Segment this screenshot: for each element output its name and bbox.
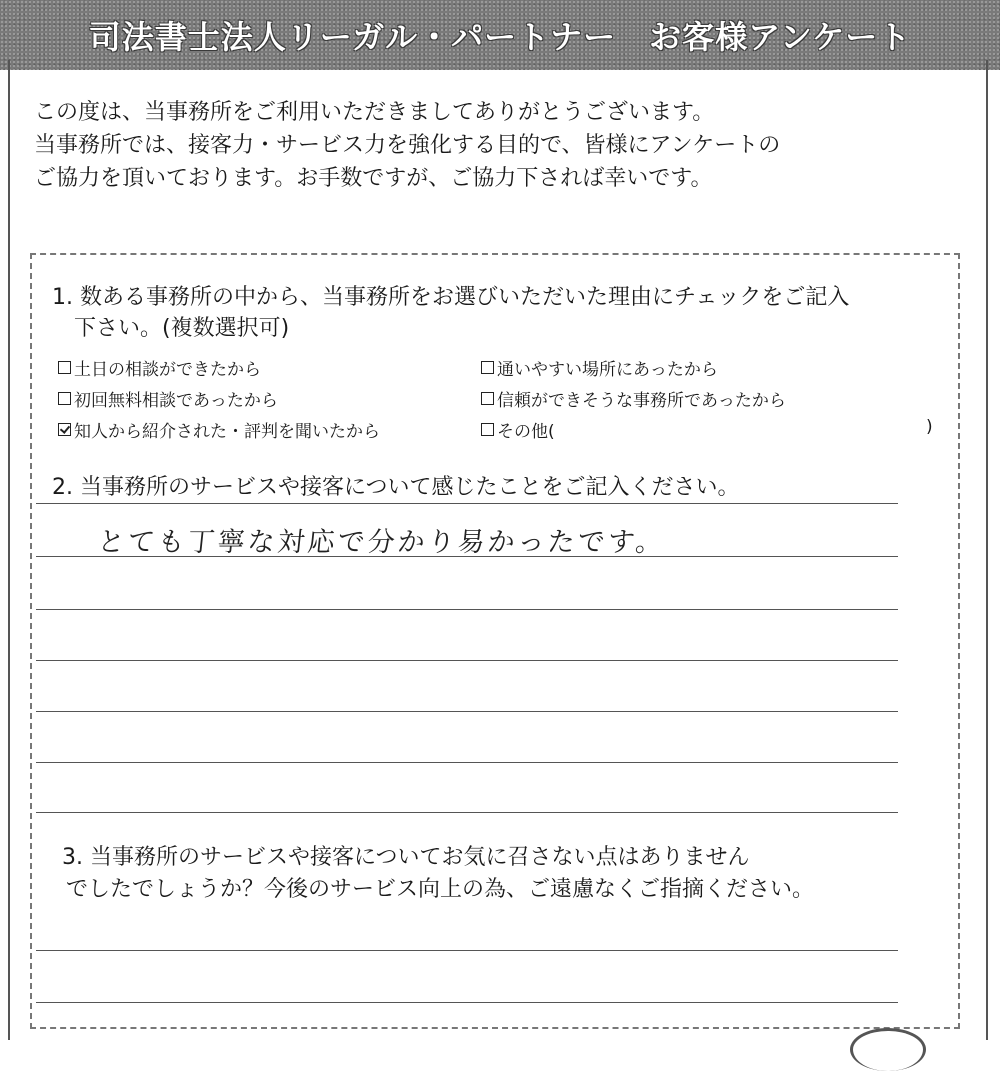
answer-line — [36, 812, 898, 813]
question-2-answer: とても丁寧な対応で分かり易かったです。 — [96, 527, 668, 558]
checked-checkbox-icon[interactable] — [58, 423, 71, 436]
option-label: 信頼ができそうな事務所であったから — [497, 391, 786, 411]
checkbox-icon[interactable] — [58, 392, 71, 405]
option-weekend-consult[interactable] — [58, 355, 261, 380]
answer-line — [36, 950, 898, 951]
question-1-line: 下さい。(複数選択可) — [74, 316, 290, 341]
option-label: 知人から紹介された・評判を聞いたから — [74, 422, 380, 442]
option-label: 初回無料相談であったから — [74, 391, 278, 411]
answer-line — [36, 711, 898, 712]
option-free-first-consult[interactable] — [58, 386, 278, 411]
option-label: その他( — [497, 422, 555, 442]
question-1-options — [58, 355, 948, 448]
answer-line — [36, 1002, 898, 1003]
question-3-line: 3. 当事務所のサービスや接客についてお気に召さない点はありません — [62, 845, 750, 870]
intro-line: 当事務所では、接客力・サービス力を強化する目的で、皆様にアンケートの — [34, 133, 781, 158]
stamp-edge — [850, 1028, 926, 1071]
question-1-line: 1. 数ある事務所の中から、当事務所をお選びいただいた理由にチェックをご記入 — [52, 285, 850, 310]
intro-line: ご協力を頂いております。お手数ですが、ご協力下されば幸いです。 — [34, 166, 713, 191]
question-3-title — [62, 842, 814, 906]
option-label: 土日の相談ができたから — [74, 360, 261, 380]
answer-line — [36, 762, 898, 763]
checkbox-icon[interactable] — [481, 361, 494, 374]
other-close-paren: ) — [926, 417, 933, 437]
checkbox-icon[interactable] — [481, 423, 494, 436]
answer-line — [36, 660, 898, 661]
option-referral[interactable] — [58, 417, 380, 442]
checkbox-icon[interactable] — [58, 361, 71, 374]
survey-title: 司法書士法人リーガル・パートナー お客様アンケート — [88, 18, 912, 56]
option-trustworthy-office[interactable] — [481, 386, 786, 411]
question-1-title — [52, 282, 849, 344]
question-3-line: でしたでしょうか？今後のサービス向上の為、ご遠慮なくご指摘ください。 — [66, 877, 815, 902]
question-2-title: 2. 当事務所のサービスや接客について感じたことをご記入ください。 — [52, 475, 740, 500]
answer-line — [36, 503, 898, 504]
option-label: 通いやすい場所にあったから — [497, 360, 718, 380]
option-other[interactable] — [481, 417, 555, 442]
option-convenient-location[interactable] — [481, 355, 718, 380]
intro-line: この度は、当事務所をご利用いただきましてありがとうございます。 — [34, 100, 715, 125]
answer-line — [36, 609, 898, 610]
intro-text — [34, 96, 964, 195]
checkbox-icon[interactable] — [481, 392, 494, 405]
